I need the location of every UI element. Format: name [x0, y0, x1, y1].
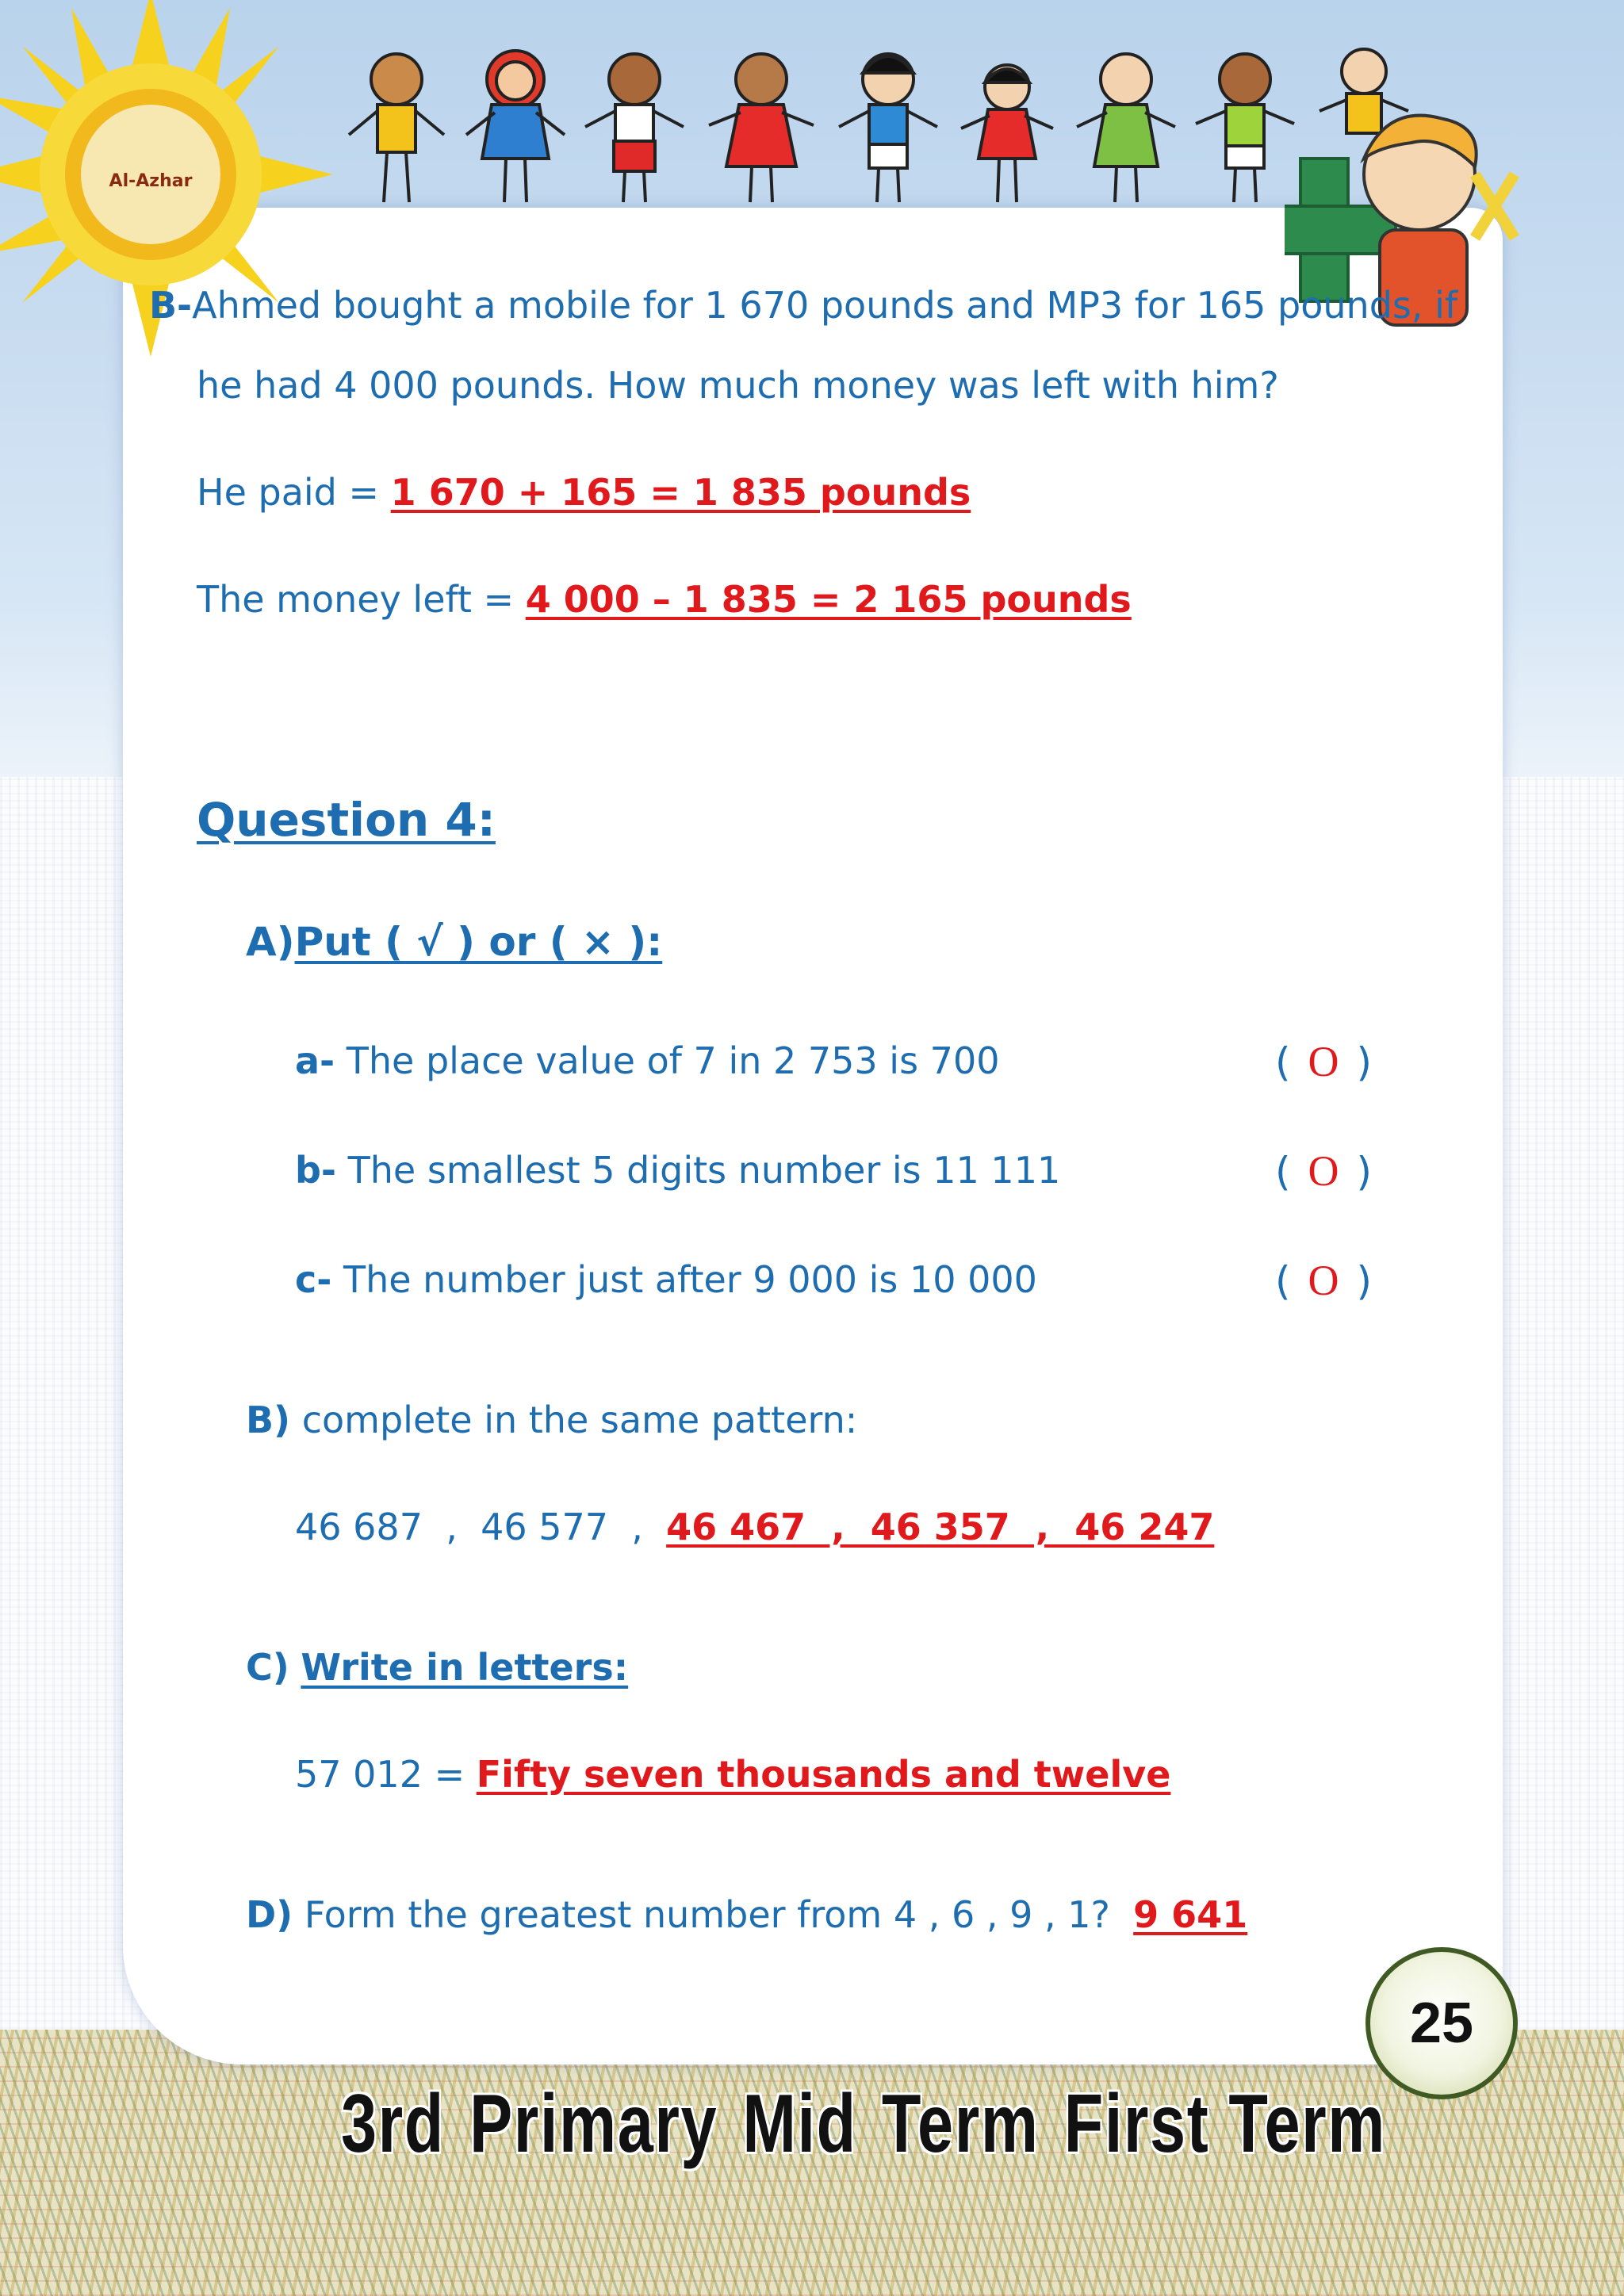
- page-number-badge: 25: [1365, 1947, 1518, 2099]
- part-a-label: A): [246, 919, 295, 965]
- part-b-label: B-: [149, 284, 193, 327]
- footer-word: First Term: [1063, 2078, 1386, 2170]
- footer-word: 3rd: [341, 2078, 445, 2170]
- tf-item-b: [295, 1149, 1061, 1192]
- part-d-answer: 9 641: [1133, 1893, 1248, 1936]
- tf-item-c: [295, 1258, 1037, 1301]
- money-left-line: [197, 578, 1132, 621]
- part-b-question-text: Ahmed bought a mobile for 1 670 pounds and MP3 for 165 pounds, if: [192, 284, 1458, 327]
- part-d-label: D): [246, 1893, 293, 1936]
- part-b-pattern-label: B): [246, 1399, 291, 1441]
- part-c-title: Write in letters:: [301, 1646, 629, 1689]
- tf-item-a: [295, 1039, 1000, 1082]
- close-paren: ): [1356, 1039, 1373, 1085]
- letters-given: 57 012 =: [295, 1753, 477, 1796]
- footer-word: Mid: [742, 2078, 857, 2170]
- children-illustration: [341, 24, 1435, 214]
- part-d-question: Form the greatest number from 4 , 6 , 9 , 1?: [304, 1893, 1134, 1936]
- answer-mark: O: [1308, 1038, 1339, 1085]
- part-b-pattern-title: complete in the same pattern:: [301, 1399, 858, 1441]
- footer-word: Term: [881, 2078, 1040, 2170]
- letters-answer: Fifty seven thousands and twelve: [476, 1753, 1171, 1796]
- part-d-line: [246, 1893, 1248, 1936]
- tf-answer-a: [1275, 1037, 1372, 1086]
- tf-item-text: The number just after 9 000 is 10 000: [343, 1258, 1037, 1301]
- part-a-title: Put ( √ ) or ( × ):: [294, 919, 663, 965]
- tf-item-label: c-: [295, 1258, 332, 1301]
- tf-item-text: The place value of 7 in 2 753 is 700: [346, 1039, 1000, 1082]
- money-left-answer: 4 000 – 1 835 = 2 165 pounds: [525, 578, 1132, 621]
- part-c-label: C): [246, 1646, 289, 1689]
- pattern-given: 46 687 , 46 577 ,: [295, 1506, 667, 1548]
- paid-answer: 1 670 + 165 = 1 835 pounds: [390, 471, 971, 514]
- open-paren: (: [1275, 1039, 1291, 1085]
- tf-item-label: a-: [295, 1039, 335, 1082]
- svg-text:Al-Azhar: Al-Azhar: [109, 171, 193, 191]
- question-4-title: Question 4:: [197, 793, 496, 847]
- answer-mark: O: [1308, 1147, 1339, 1195]
- paid-line: [197, 471, 971, 514]
- part-c-heading: [246, 1646, 629, 1689]
- pattern-answer: 46 467 , 46 357 , 46 247: [666, 1506, 1215, 1548]
- open-paren: (: [1275, 1149, 1291, 1195]
- tf-answer-b: [1275, 1146, 1372, 1196]
- part-a-heading: [246, 919, 663, 965]
- pattern-line: [295, 1506, 1215, 1548]
- footer-title: [341, 2077, 1386, 2196]
- footer-word: Primary: [469, 2078, 718, 2170]
- tf-item-label: b-: [295, 1149, 337, 1192]
- part-b-pattern-heading: [246, 1399, 858, 1441]
- part-b-question-line2: he had 4 000 pounds. How much money was left with him?: [197, 364, 1279, 407]
- tf-answer-c: [1275, 1256, 1372, 1305]
- money-left-label: The money left =: [197, 578, 526, 621]
- part-b-question-line1: [149, 284, 1458, 327]
- tf-item-text: The smallest 5 digits number is 11 111: [347, 1149, 1061, 1192]
- close-paren: ): [1356, 1258, 1373, 1304]
- answer-mark: O: [1308, 1257, 1339, 1304]
- letters-line: [295, 1753, 1171, 1796]
- close-paren: ): [1356, 1149, 1373, 1195]
- paid-label: He paid =: [197, 471, 391, 514]
- open-paren: (: [1275, 1258, 1291, 1304]
